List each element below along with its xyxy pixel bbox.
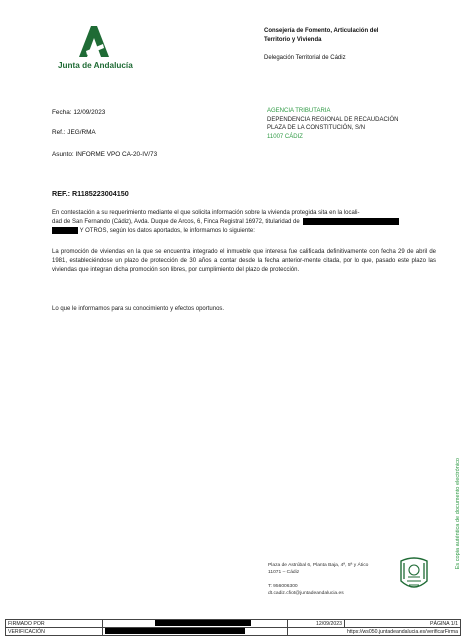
signed-date: 12/09/2023 — [288, 620, 345, 628]
doc-subject: Asunto: INFORME VPO CA-20-IV/73 — [52, 151, 158, 158]
junta-logo-mark-icon — [73, 24, 113, 58]
paragraph-1-line3 — [52, 227, 436, 236]
paragraph-1-line1: En contestación a su requerimiento mediante el que solicita información sobre la vivienda protegida sita en la locali- — [52, 210, 360, 216]
recipient-line4: 11007 CÁDIZ — [267, 133, 303, 140]
paragraph-1 — [52, 209, 436, 236]
reference-code: REF.: R1185223004150 — [52, 189, 129, 198]
footer-phone: T: 956006300 — [268, 583, 298, 589]
doc-date: Fecha: 12/09/2023 — [52, 109, 106, 116]
doc-ref: Ref.: JEG/RMA — [52, 129, 96, 136]
footer-address-line2: 11071 – Cádiz — [268, 570, 300, 576]
signer-cell — [103, 620, 288, 628]
footer-address — [268, 562, 368, 598]
recipient-line3: PLAZA DE LA CONSTITUCIÓN, S/N — [267, 125, 366, 131]
andalucia-seal-icon — [398, 557, 430, 593]
verification-row — [6, 628, 461, 636]
recipient-block — [267, 107, 398, 141]
redaction-bar — [52, 227, 78, 234]
department-line2: Territorio y Vivienda — [264, 37, 322, 43]
junta-logo — [58, 24, 133, 72]
signature-table — [5, 619, 461, 636]
paragraph-1-line3-text: Y OTROS, según los datos aportados, le informamos lo siguiente: — [79, 227, 255, 234]
redaction-bar — [155, 620, 251, 626]
delegation: Delegación Territorial de Cádiz — [264, 55, 346, 61]
authenticity-note: Es copia auténtica de documento electrónico — [455, 458, 461, 570]
paragraph-1-line2 — [52, 218, 436, 227]
department-line1: Consejería de Fomento, Articulación del — [264, 28, 379, 34]
recipient-line2: DEPENDENCIA REGIONAL DE RECAUDACIÓN — [267, 116, 399, 123]
footer-email: dt.cadiz.cfiot@juntadeandalucia.es — [268, 591, 344, 597]
verification-url[interactable]: https://ws050.juntadeandalucia.es/verificarFirma — [288, 628, 461, 636]
department-block — [264, 27, 378, 63]
footer-address-line1: Plaza de Astrúbal 6, Planta Baja, 4ª, 5ª y Ático — [268, 563, 369, 568]
signature-row — [6, 620, 461, 628]
recipient-line1: AGENCIA TRIBUTARIA — [267, 108, 331, 114]
signed-by-label: FIRMADO POR — [6, 620, 103, 628]
redaction-bar — [105, 628, 245, 634]
verification-code-cell — [103, 628, 288, 636]
redaction-bar — [303, 218, 399, 225]
paragraph-1-line2-text: dad de San Fernando (Cádiz), Avda. Duque de Arcos, 6, Finca Registral 16972, titularidad de — [52, 218, 300, 225]
verification-label: VERIFICACIÓN — [6, 628, 103, 636]
paragraph-3: Lo que le informamos para su conocimiento y efectos oportunos. — [52, 306, 225, 312]
logo-name: Junta de Andalucía — [58, 61, 133, 70]
paragraph-2: La promoción de viviendas en la que se encuentra integrado el inmueble que interesa fue calificada definitivamente con fecha 29 de abril de 1981, estableciéndose un plazo de protección de 30 años a contar desde la fecha anterior-mente citada, por lo que, pasado este plazo las viviendas que integran dicha promoción son libres, por cumplimiento del plazo de protección. — [52, 249, 436, 273]
page-indicator: PÁGINA 1/1 — [345, 620, 461, 628]
